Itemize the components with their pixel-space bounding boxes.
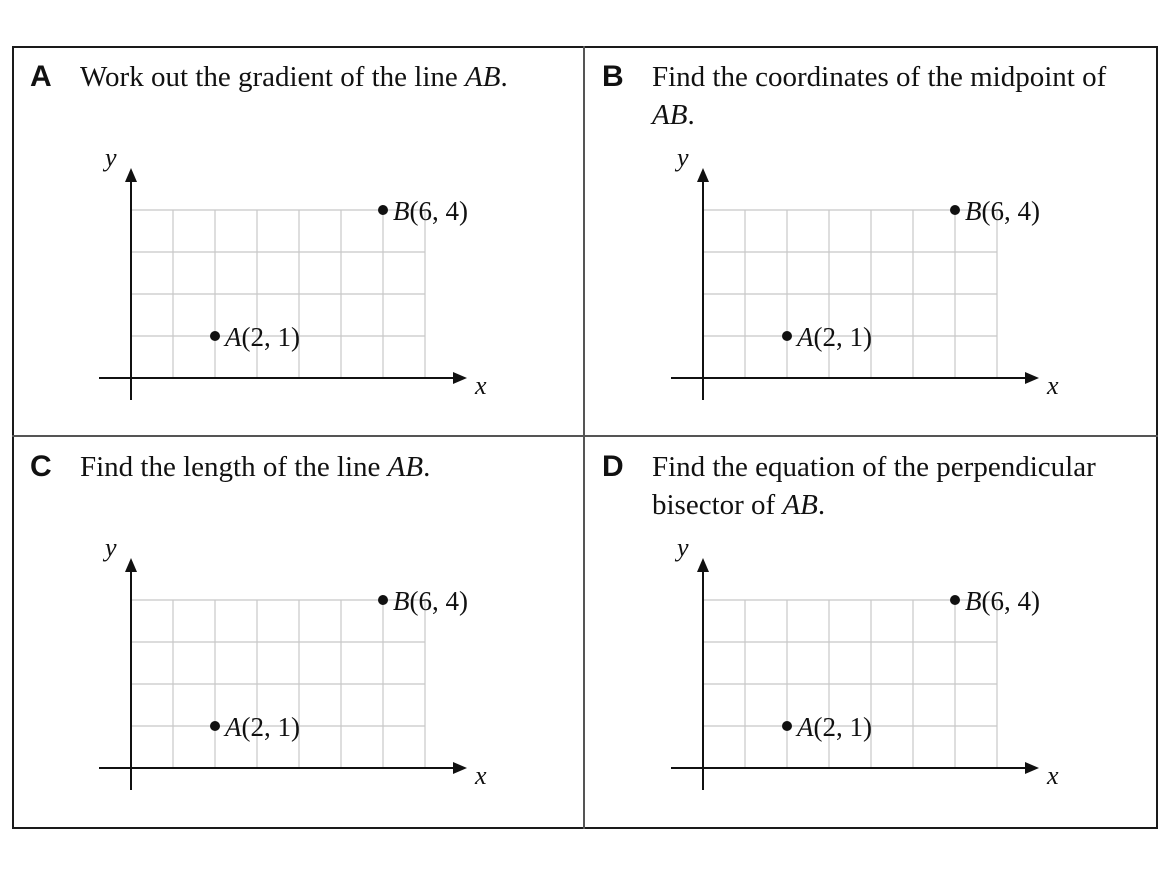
- x-axis-label: x: [1047, 371, 1059, 400]
- panel-d-question-end: .: [817, 489, 826, 521]
- panel-b-question: [652, 58, 1146, 134]
- y-axis-arrow: [697, 168, 709, 182]
- point-b-label: B(6, 4): [965, 196, 1040, 226]
- panel-c-header: [30, 448, 574, 486]
- y-axis-label: y: [677, 533, 689, 562]
- y-axis-arrow: [125, 558, 137, 572]
- point-a: [782, 331, 792, 341]
- point-a-label: A(2, 1): [225, 322, 300, 352]
- panel-a-plot: [14, 138, 584, 438]
- panel-d-plot: [586, 528, 1156, 828]
- y-axis-label: y: [105, 533, 117, 562]
- point-b-label: B(6, 4): [965, 586, 1040, 616]
- panel-d-letter: D: [602, 450, 624, 483]
- panel-b: [586, 48, 1156, 436]
- point-a-label: A(2, 1): [225, 712, 300, 742]
- point-b-label: B(6, 4): [393, 196, 468, 226]
- y-axis-arrow: [125, 168, 137, 182]
- panel-a-question-segment: AB: [465, 61, 501, 93]
- y-axis-label: y: [105, 143, 117, 172]
- panel-c-question-end: .: [423, 451, 431, 483]
- point-b: [378, 595, 388, 605]
- point-a-label: A(2, 1): [797, 322, 872, 352]
- y-axis-label: y: [677, 143, 689, 172]
- x-axis-arrow: [453, 762, 467, 774]
- panel-c-plot: [14, 528, 584, 828]
- panel-c-question-segment: AB: [387, 451, 424, 483]
- panel-d: [586, 438, 1156, 826]
- panel-b-question-segment: AB: [652, 99, 688, 131]
- point-b: [950, 595, 960, 605]
- x-axis-arrow: [453, 372, 467, 384]
- point-a-label: A(2, 1): [797, 712, 872, 742]
- panel-d-question-segment: AB: [782, 489, 818, 521]
- point-b-label: B(6, 4): [393, 586, 468, 616]
- x-axis-label: x: [475, 371, 487, 400]
- panel-d-question-text: Find the equation of the perpendicular bisector of: [652, 451, 1096, 521]
- panel-a: [14, 48, 584, 436]
- point-b: [378, 205, 388, 215]
- panel-c: [14, 438, 584, 826]
- panel-c-question-text: Find the length of the line: [80, 451, 388, 483]
- panel-c-question: [80, 448, 430, 486]
- panel-b-header: [602, 58, 1146, 134]
- x-axis-arrow: [1025, 372, 1039, 384]
- panel-b-plot: [586, 138, 1156, 438]
- point-a: [210, 721, 220, 731]
- panel-d-question: [652, 448, 1146, 524]
- panel-a-question: [80, 58, 508, 96]
- point-b: [950, 205, 960, 215]
- point-a: [210, 331, 220, 341]
- panel-c-letter: C: [30, 450, 52, 483]
- y-axis-arrow: [697, 558, 709, 572]
- panel-b-question-end: .: [687, 99, 695, 131]
- panel-a-question-text: Work out the gradient of the line: [80, 61, 466, 93]
- panel-b-letter: B: [602, 60, 624, 93]
- panel-b-question-text: Find the coordinates of the midpoint of: [652, 61, 1107, 93]
- point-a: [782, 721, 792, 731]
- x-axis-label: x: [475, 761, 487, 790]
- panel-d-header: [602, 448, 1146, 524]
- panel-a-question-end: .: [500, 61, 508, 93]
- panel-a-header: [30, 58, 574, 96]
- x-axis-arrow: [1025, 762, 1039, 774]
- x-axis-label: x: [1047, 761, 1059, 790]
- panel-a-letter: A: [30, 60, 52, 93]
